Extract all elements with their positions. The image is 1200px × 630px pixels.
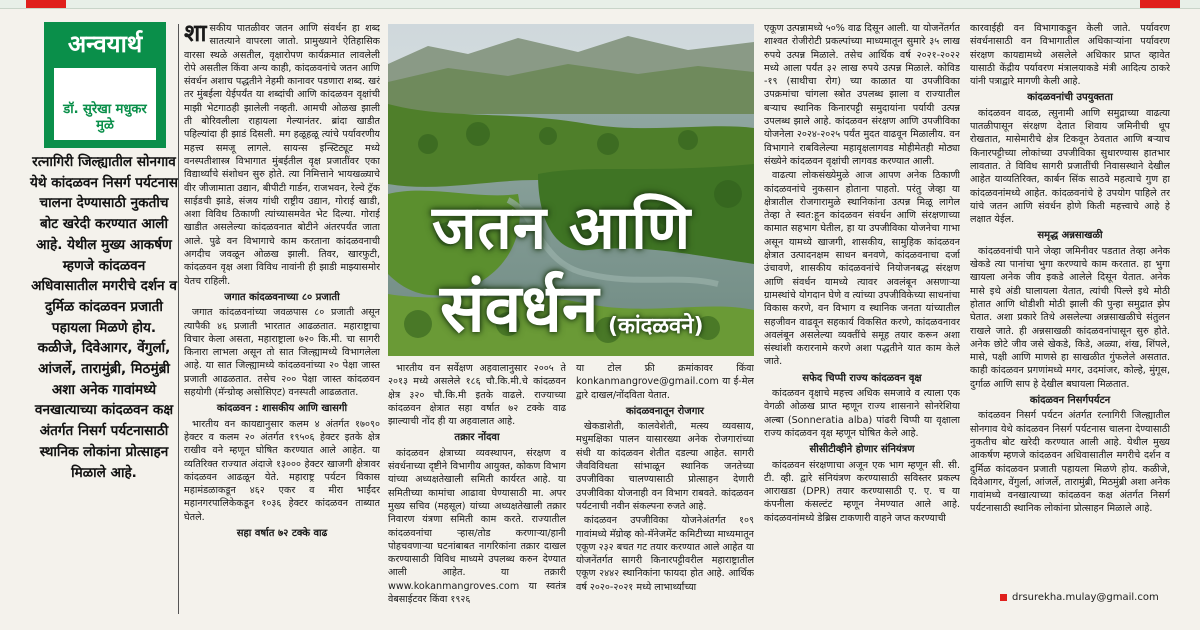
column-title: अन्वयार्थ	[67, 30, 143, 58]
intro-text: रत्नागिरी जिल्ह्यातील सोनगाव येथे कांदळवन निसर्ग पर्यटनास चालना देण्यासाठी नुकतीच बोट खरेदी करण्यात आली आहे. येथील मुख्य आकर्षण म्हणजे कांदळवन अधिवासातील मगरीचे दर्शन व दुर्मिळ कांदळवन प्रजाती पहायला मिळणे होय. कळीजे, दिवेआगर, वेंगुर्ला, आंजर्ले, तारामुंब्री, मिठमुंब्री अशा अनेक गावांमध्ये वनखात्याच्या कांदळवन कक्ष अंतर्गत निसर्ग पर्यटनासाठी स्थानिक लोकांना प्रोत्साहन मिळाले आहे.	[30, 154, 179, 481]
headline-line-2: संवर्धन	[440, 270, 599, 347]
end-mark	[1000, 594, 1007, 601]
subheading: तक्रार नोंदवा	[454, 432, 500, 444]
author-name: डॉ. सुरेखा मधुकर मुळे	[63, 102, 147, 133]
author-email: drsurekha.mulay@gmail.com	[1012, 592, 1159, 603]
paragraph: वाढत्या लोकसंख्येमुळे आज आपण अनेक ठिकाणी कांदळवनांचे नुकसान होताना पाहतो. परंतु जेव्हा या क्षेत्रातील रोजगारामुळे स्थानिकांना उत्पन्न मिळू लागेल तेव्हा ते स्वत:हून कांदळवन संवर्धन आणि संरक्षणाच्या कामात सहभाग घेतील, हा या उपजीविका योजनेचा गाभा असून यामध्ये खाजगी, शासकीय, सामुहिक कांदळवन क्षेत्रात उत्पादनक्षम साधन बनवणे, कांदळवनाचा दर्जा उंचावणे, शासकीय कांदळवनांचे नियोजनबद्ध संरक्षण आणि संवर्धन यामध्ये त्यावर अवलंबून असणाऱ्या ग्रामस्थांचे योगदान घेणे व त्यांच्या उपजीविकेच्या साधनांचा विकास करणे, वन विभाग व स्थानिक जनता यांच्यातील सहजीवन वाढवून सहकार्य विकसित करणे, कांदळवनावर अवलंबून असलेल्या व्यक्तींचे समूह तयार करून अशा संस्थांशी करारनामे करणे अशा पद्धतीने यात काम केले जाते.	[764, 170, 960, 368]
paragraph: एकूण उत्पन्नामध्ये ५०% वाढ दिसून आली. या योजनेंतर्गत शाश्वत रोजीरोटी प्रकल्पांच्या माध्यमातून सुमारे ३५ लाख रुपये उत्पन्न मिळाले. तसेच आर्थिक वर्ष २०२१-२०२२ मध्ये आला पर्यंत ३२ लाख रुपये उत्पन्न मिळाले. कोविड -१९ (साथीचा रोग) च्या काळात या उपजीविका उपक्रमांचा चांगला स्त्रोत उपलब्ध झाला व राज्यातील बऱ्याच स्थानिक किनारपट्टी समुदायांना पर्यायी उत्पन्न उपलब्ध झाले आहे. कांदळवन संरक्षण आणि उपजीविका योजनेला २०२४-२०२५ पर्यंत मुदत वाढवून मिळालीय. वन विभागाने राबविलेल्या महावृक्षलागवड मोहीमेतही मोठ्या संख्येने कांदळवन वृक्षांची लागवड करण्यात आली.	[764, 23, 960, 167]
article-column-1	[184, 22, 380, 614]
subheading: जगात कांदळवनाच्या ८० प्रजाती	[224, 291, 340, 303]
paragraph: कारवाईही वन विभागाकडून केली जाते. पर्यावरण संवर्धनासाठी वन विभागातील अधिकाऱ्यांना पर्यावरण संरक्षण कायद्यामध्ये असलेले अधिकार प्राप्त व्हावेत यासाठी केंद्रीय पर्यावरण मंत्रालयाकडे मंत्री आदित्य ठाकरे यांनी पत्राद्वारे मागणी केली आहे.	[970, 23, 1170, 88]
subheading: कांदळवनातून रोजगार	[625, 405, 705, 417]
red-strip-mark	[1140, 0, 1180, 8]
article-column-4	[764, 22, 960, 614]
paragraph: जगात कांदळवनांच्या जवळपास ८० प्रजाती असून त्यापैकी ४६ प्रजाती भारतात आढळतात. महाराष्ट्राचा विचार केला असता, महाराष्ट्राला ७२० कि.मी. चा सागरी किनारा लाभला असून तो सात जिल्ह्यामध्ये विभागलेला आहे. या सात जिल्ह्यामध्ये कांदळवनांच्या २० पेक्षा जास्त प्रजाती आढळतात. तसेच २०० पेक्षा जास्त कांदळवन सहयोगी (मॅन्ग्रोव्ह असोसिएट) वनस्पती आढळतात.	[184, 307, 380, 399]
article-column-3	[576, 362, 754, 614]
paragraph: सकीय पातळीवर जतन आणि संवर्धन हा शब्द सातत्याने वापरला जातो. प्रामुख्याने ऐतिहासिक वारसा स्थळे असतील, वृक्षारोपण कार्यक्रमात लावलेली रोपे असतील किंवा अन्य काही, कांदळवनांचे जतन आणि संवर्धन अशाच पद्धतीने नेहमी कानावर पडणारा शब्द. खरं तर मुंबईला येईपर्यंत या शब्दांची आणि कांदळवन वृक्षांची माझी भेटगाठही झालेली नव्हती. आमची ओळख झाली ती बोरिवलीला राहायला गेल्यानंतर. ब्रांदा खाडीत पहिल्यांदा ही झाडं दिसली. मग हळूहळू त्यांचे पर्यावरणीय महत्त्व समजू लागले. सायन्स इन्स्टिट्यूट मध्ये वनस्पतीशास्त्र विभागात मुंबईतील वृक्ष प्रजातींवर एका विद्यार्थ्यांचे संशोधन सुरु होते. त्या निमित्ताने भायखळ्याचे वीर जीजामाता उद्यान, बीपीटी गार्डन, राजभवन, रेल्वे ट्रॅक साईडची झाडे, संजय गांधी राष्ट्रीय उद्यान, गोराई खाडी, अशा विविध ठिकाणी त्यांच्यासमवेत भेट दिल्या. गोराई खाडीत असलेल्या कांदळवनात बोटीने अंतरपर्यंत जाता आले. पुढे वन विभागाचे काम करताना कांदळवनाची अगदीच जवळून ओळख झाली. तिवर, खारफुटी, कांदळवन वृक्ष अशा विविध नावांनी ही झाडी माझ्यासमोर येतच राहिली.	[184, 23, 380, 287]
paragraph: या टोल फ्री क्रमांकावर किंवा konkanmangrove@gmail.com या ई-मेल द्वारे दाखल/नोंदविता येतात.	[576, 363, 754, 401]
paragraph: खेकडाशेती, कालवेशेती, मत्स्य व्यवसाय, मधुमक्षिका पालन यासारख्या अनेक रोजगारांच्या संधी या कांदळवन शेतीत दडल्या आहेत. सागरी जैवविविधता सांभाळून स्थानिक जनतेच्या उपजीविका चालण्यासाठी प्रोत्साहन देणारी उपजीविका योजनाही वन विभाग राबवते. कांदळवन पर्यटनाची नवीन संकल्पना रुजते आहे.	[576, 421, 754, 512]
subheading: कांदळवन : शासकीय आणि खासगी	[216, 403, 348, 415]
subheading: सफेद चिप्पी राज्य कांदळवन वृक्ष	[802, 372, 922, 384]
subheading: सहा वर्षात ७२ टक्के वाढ	[236, 527, 328, 539]
author-box	[54, 68, 156, 140]
drop-cap: शा	[184, 22, 207, 47]
column-divider	[178, 24, 179, 614]
paragraph: कांदळवन उपजीविका योजनेअंतर्गत १०९ गावांमध्ये मॅग्रोव्ह को-मॅनेजमेंट कमिटीच्या माध्यमातून एकूण २३२ बचत गट तयार करण्यात आले आहेत या योजनेंतर्गत सागरी किनारपट्टीवरील महाराष्ट्रातील एकूण २४४२ स्थानिकांना फायदा होत आहे. आर्थिक वर्ष २०२०-२०२१ मध्ये लाभार्थ्यांच्या	[576, 515, 754, 593]
paragraph: कांदळवनांची पाने जेव्हा जमिनीवर पडतात तेव्हा अनेक खेकडे त्या पानांचा भुगा करण्याचे काम करतात. हा भुगा खायला अनेक जीव इकडे आलेले दिसून येतात. अनेक मासे इथे अंडी घालायला येतात, त्यांची पिल्ले इथे मोठी होतात आणि थोडीशी मोठी झाली की पुन्हा समुद्रात झेप घेतात. अशा प्रकारे तिथे असलेल्या अन्नसाखळीचे संतुलन राखले जाते. ही अन्नसाखळी कांदळवनांपासून सुरु होते. अनेक छोटे जीव जसे खेकडे, किडे, अळ्या, शंख, शिंपले, मासे, पक्षी आणि माणसे हा साखळीत गुंफलेले असतात. काही कांदळवन प्रगणांमध्ये मगर, उदमांजर, कोल्हे, मुंगूस, दुर्गाळ आणि साप हे देखील बघायला मिळतात.	[970, 245, 1170, 390]
column-logo	[44, 22, 166, 148]
paragraph: कांदळवन क्षेत्राच्या व्यवस्थापन, संरक्षण व संवर्धनाच्या दृष्टीने विभागीय आयुक्त, कोकण विभाग यांच्या अध्यक्षतेखाली समिती कार्यरत आहे. या समितीच्या कामांचा आढावा घेण्यासाठी मा. अपर मुख्य सचिव (महसूल) यांच्या अध्यक्षतेखाली तक्रार निवारण यंत्रणा समिती काम करते. राज्यातील कांदळवनांचा ऱ्हास/तोड करणाऱ्या/हानी पोहचवणाऱ्या घटनांबाबत नागरिकांना तक्रार दाखल करण्यासाठी विविध माध्यमे उपलब्ध करुन देण्यात आली आहेत. या तक्रारी www.kokanmangroves.com या स्वतंत्र वेबसाईटवर किंवा १९२६	[388, 447, 566, 606]
headline-line-1: जतन आणि	[432, 193, 692, 263]
subheading: कांदळवनांची उपयुक्तता	[1027, 92, 1113, 104]
top-colour-strip	[0, 0, 1200, 9]
subheading: सीसीटीव्हीने होणार संनियंत्रण	[809, 444, 915, 456]
article-column-5	[970, 22, 1170, 588]
subheading: कांदळवन निसर्गपर्यटन	[1029, 395, 1111, 407]
paragraph: कांदळवन वादळ, त्सुनामी आणि समुद्राच्या वाढत्या पातळीपासून संरक्षण देतात शिवाय जमिनीची धूप रोखतात, मासेमारीचे क्षेत्र टिकवून ठेवतात आणि बऱ्याच किनारपट्टीच्या लोकांच्या उपजीविका सुधारण्यास हातभार लावतात. ते विविध सागरी प्रजातींची निवासस्थाने देखील आहेत याव्यतिरिक्त, कार्बन सिंक साठवे महत्वाचे गुण हा कांदळवनांमध्ये आहेत. कांदळवनांचे हे उपयोग पाहिले तर यांचे जतन आणि संवर्धन होणे किती महत्त्वाचे आहे हे लक्षात येईल.	[970, 107, 1170, 226]
red-strip-mark	[26, 0, 66, 8]
headline-line-3: (कांदळवने)	[608, 314, 704, 339]
subheading: समृद्ध अन्नसाखळी	[1037, 230, 1103, 242]
paragraph: कांदळवन वृक्षाचे महत्त्व अधिक समजावे व त्याला एक वेगळी ओळख प्राप्त म्हणून राज्य शासनाने सोनरेशिया अल्बा (Sonneratia alba) पांढरी चिप्पी या वृक्षाला राज्य कांदळवन वृक्ष म्हणून घोषित केले आहे.	[764, 388, 960, 439]
paragraph: कांदळवन संरक्षणाचा अजून एक भाग म्हणून सी. सी. टी. व्ही. द्वारे संनियंत्रण करण्यासाठी सविस्तर प्रकल्प आराखडा (DPR) तयार करण्यासाठी ए. ए. च या कंपनीला कंसल्टंट म्हणून नेमण्यात आले आहे. कांदळवनांमध्ये डेब्रिस टाकणारी वाहने जप्त करण्याची	[764, 459, 960, 524]
article-column-2	[388, 362, 566, 614]
paragraph: भारतीय वन सर्वेक्षण अहवालानुसार २००५ ते २०१३ मध्ये असलेले १८६ चौ.कि.मी.चे कांदळवन क्षेत्र ३२० चौ.कि.मी इतके वाढले. राज्याच्या कांदळवन क्षेत्रात सहा वर्षात ७२ टक्के वाढ झाल्याची नोंद ही या अहवालात आहे.	[388, 363, 566, 428]
paragraph: भारतीय वन कायद्यानुसार कलम ४ अंतर्गत १७०९० हेक्टर व कलम २० अंतर्गत १९५०६ हेक्टर इतके क्षेत्र राखीव वने म्हणून घोषित करण्यात आले आहेत. या व्यतिरिक्त राज्यात अंदाजे १३००० हेक्टर खाजगी क्षेत्रावर कांदळवन आढळून येते. महाराष्ट्र पर्यटन विकास महामंडळाकडून ४६२ एकर व मीरा भाईंदर महानगरपालिकेकडून १०३६ हेक्टर कांदळवन ताब्यात घेतले.	[184, 418, 380, 523]
paragraph: कांदळवन निसर्ग पर्यटन अंतर्गत रत्नागिरी जिल्ह्यातील सोनगाव येथे कांदळवन निसर्ग पर्यटनास चालना देण्यासाठी नुकतीच बोट खरेदी करण्यात आली आहे. येथील मुख्य आकर्षण म्हणजे कांदळवन अधिवासातील मगरीचे दर्शन व दुर्मिळ कांदळवन प्रजाती पहायला मिळणे होय. कळीजे, दिवेआगर, वेंगुर्ला, आंजर्ले, तारामुंब्री, मिठमुंब्री अशा अनेक गावांमध्ये वनखात्याच्या कांदळवन कक्ष अंतर्गत निसर्ग पर्यटनासाठी स्थानिक लोकांना प्रोत्साहन मिळाले आहे.	[970, 410, 1170, 515]
